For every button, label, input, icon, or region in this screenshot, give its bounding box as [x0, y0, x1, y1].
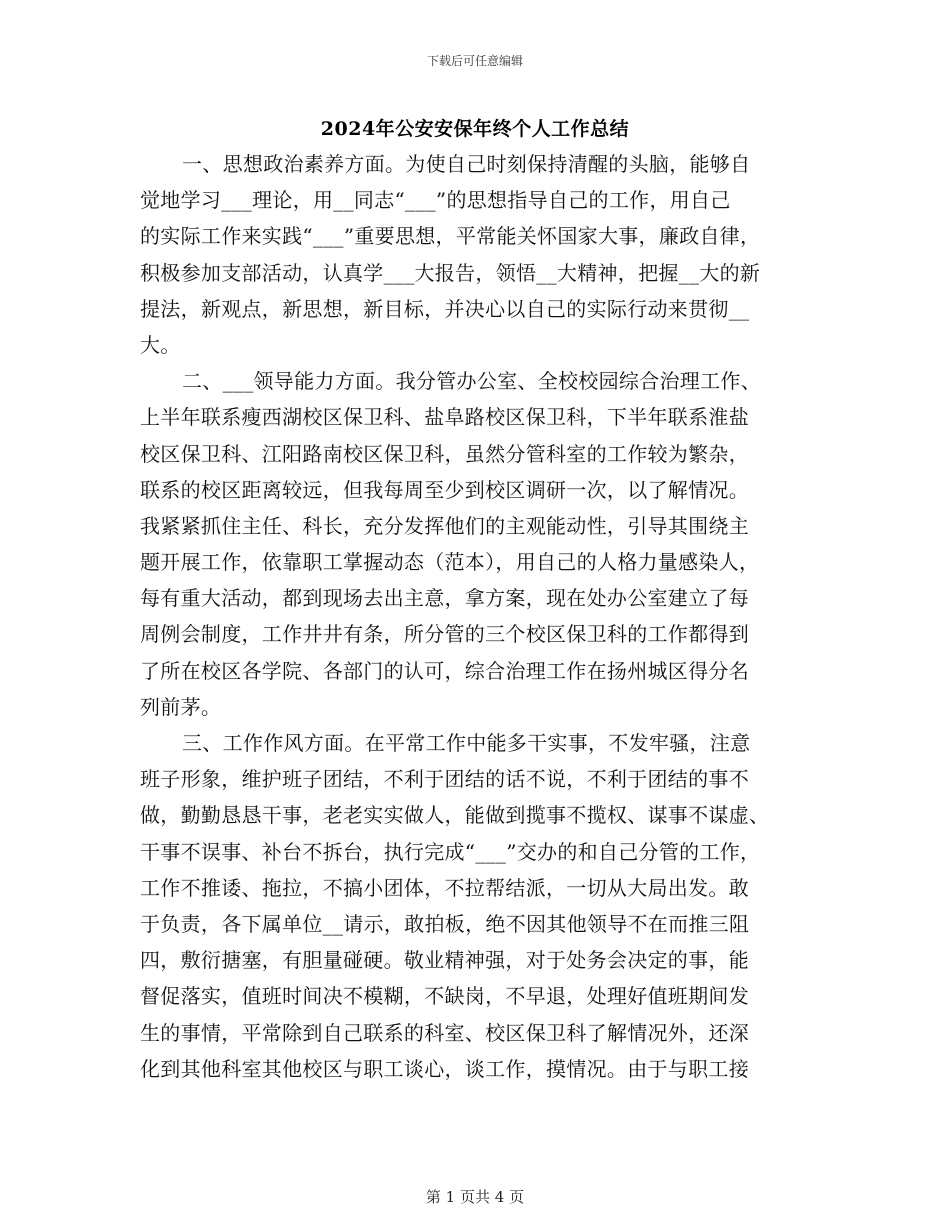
text-line: 生的事情，平常除到自己联系的科室、校区保卫科了解情况外，还深: [140, 1020, 749, 1045]
text-line: 列前茅。: [140, 694, 222, 719]
document-title: 2024年公安安保年终个人工作总结: [320, 118, 630, 140]
text-line: 于负责，各下属单位__请示，敢拍板，绝不因其他领导不在而推三阻: [140, 911, 750, 936]
document-body: [140, 146, 830, 1087]
text-line: 督促落实，值班时间决不模糊，不缺岗，不早退，处理好值班期间发: [140, 984, 749, 1009]
text-line: 干事不误事、补台不拆台，执行完成“___”交办的和自己分管的工作，: [140, 839, 761, 864]
text-line: 校区保卫科、江阳路南校区保卫科，虽然分管科室的工作较为繁杂，: [140, 441, 749, 466]
text-line: 了所在校区各学院、各部门的认可，综合治理工作在扬州城区得分名: [140, 658, 749, 683]
text-line: 工作不推诿、拖拉，不搞小团体，不拉帮结派，一切从大局出发。敢: [140, 875, 749, 900]
text-line: 联系的校区距离较远，但我每周至少到校区调研一次，以了解情况。: [140, 477, 749, 502]
paragraph-work-style: [140, 725, 830, 1087]
text-line: 大。: [140, 332, 181, 357]
text-line: 每有重大活动，都到现场去出主意，拿方案，现在处办公室建立了每: [140, 586, 749, 611]
text-line: 觉地学习___理论，用__同志“___”的思想指导自己的工作，用自己: [140, 188, 731, 213]
text-line: 的实际工作来实践“___”重要思想，平常能关怀国家大事，廉政自律，: [140, 224, 761, 249]
text-line: 班子形象，维护班子团结，不利于团结的话不说，不利于团结的事不: [140, 767, 749, 792]
paragraph-ideology: [140, 146, 830, 363]
text-line: 做，勤勤恳恳干事，老老实实做人，能做到揽事不揽权、谋事不谋虚、: [140, 803, 770, 828]
text-line: 二、___领导能力方面。我分管办公室、全校校园综合治理工作、: [182, 369, 761, 394]
text-line: 一、思想政治素养方面。为使自己时刻保持清醒的头脑，能够自: [182, 152, 751, 176]
text-line: 题开展工作，依靠职工掌握动态（范本），用自己的人格力量感染人，: [140, 550, 760, 575]
text-line: 化到其他科室其他校区与职工谈心，谈工作，摸情况。由于与职工接: [140, 1056, 749, 1081]
text-line: 我紧紧抓住主任、科长，充分发挥他们的主观能动性，引导其围绕主: [140, 513, 749, 538]
text-line: 提法，新观点，新思想，新目标，并决心以自己的实际行动来贯彻__: [140, 296, 750, 321]
page-header-note: 下载后可任意编辑: [426, 54, 523, 68]
text-line: 上半年联系瘦西湖校区保卫科、盐阜路校区保卫科，下半年联系淮盐: [140, 405, 749, 430]
page-number: 第 1 页共 4 页: [425, 1188, 525, 1206]
paragraph-leadership: [140, 363, 830, 725]
text-line: 三、工作作风方面。在平常工作中能多干实事，不发牢骚，注意: [182, 731, 751, 755]
text-line: 积极参加支部活动，认真学___大报告，领悟__大精神，把握__大的新: [140, 260, 761, 285]
text-line: 周例会制度，工作井井有条，所分管的三个校区保卫科的工作都得到: [140, 622, 749, 647]
text-line: 四，敷衍搪塞，有胆量碰硬。敬业精神强，对于处务会决定的事，能: [140, 948, 749, 973]
